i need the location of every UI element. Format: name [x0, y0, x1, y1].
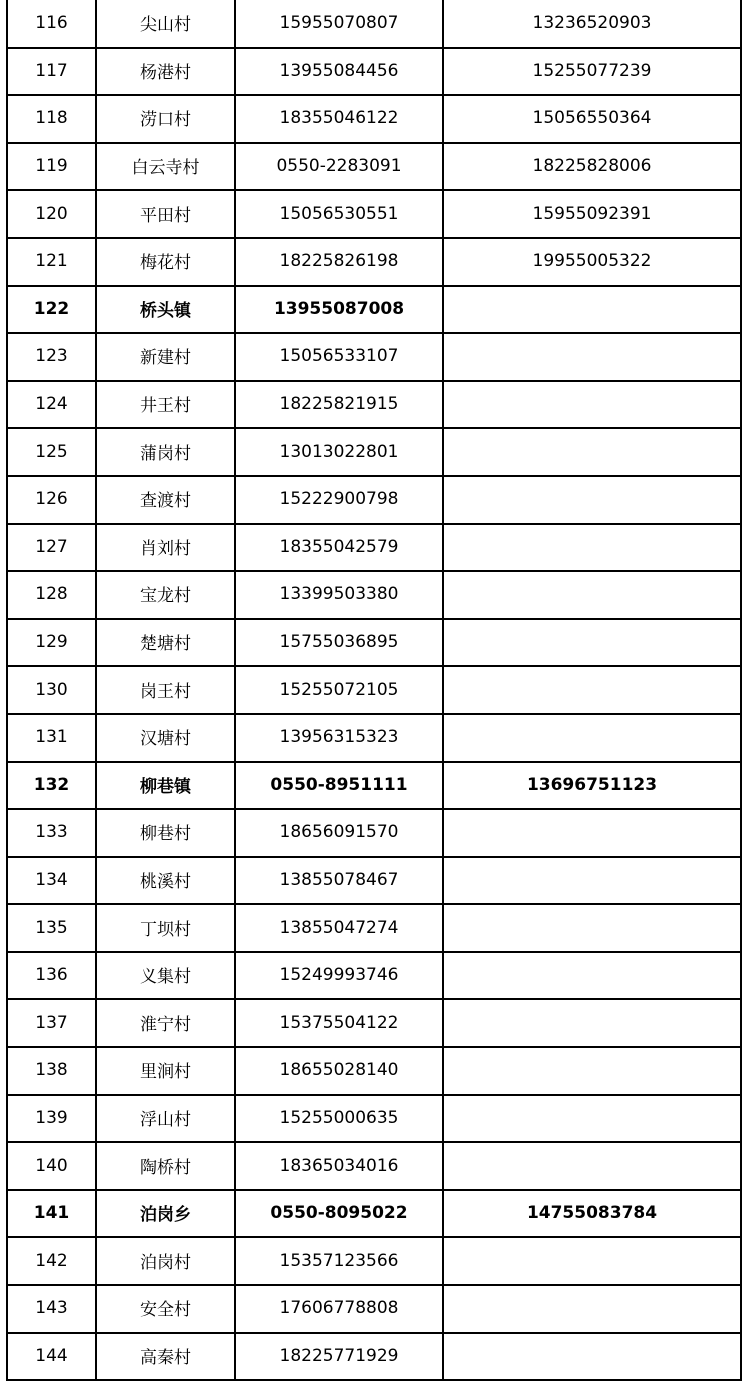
- phone-cell: 17606778808: [235, 1285, 443, 1333]
- table-row: [7, 762, 741, 810]
- phone-cell: 18656091570: [235, 809, 443, 857]
- alt-phone-cell: [443, 1237, 741, 1285]
- name-cell: 汉塘村: [96, 714, 235, 762]
- table-row: [7, 381, 741, 429]
- name-cell: 楚塘村: [96, 619, 235, 667]
- row-number-cell: 132: [7, 762, 96, 810]
- phone-cell: 13399503380: [235, 571, 443, 619]
- name-cell: 岗王村: [96, 666, 235, 714]
- phone-cell: 0550-8095022: [235, 1190, 443, 1238]
- alt-phone-cell: 18225828006: [443, 143, 741, 191]
- row-number-cell: 123: [7, 333, 96, 381]
- table-row: [7, 1190, 741, 1238]
- name-cell: 安全村: [96, 1285, 235, 1333]
- name-cell: 井王村: [96, 381, 235, 429]
- name-cell: 浮山村: [96, 1095, 235, 1143]
- alt-phone-cell: 15955092391: [443, 190, 741, 238]
- row-number-cell: 134: [7, 857, 96, 905]
- phone-cell: 15249993746: [235, 952, 443, 1000]
- table-row: [7, 857, 741, 905]
- phone-cell: 18655028140: [235, 1047, 443, 1095]
- alt-phone-cell: 13696751123: [443, 762, 741, 810]
- name-cell: 梅花村: [96, 238, 235, 286]
- table-row: [7, 286, 741, 334]
- row-number-cell: 125: [7, 428, 96, 476]
- table-row: [7, 1333, 741, 1381]
- name-cell: 陶桥村: [96, 1142, 235, 1190]
- phone-cell: 13855078467: [235, 857, 443, 905]
- row-number-cell: 122: [7, 286, 96, 334]
- row-number-cell: 120: [7, 190, 96, 238]
- table-row: [7, 619, 741, 667]
- table-row: [7, 904, 741, 952]
- alt-phone-cell: [443, 714, 741, 762]
- table-row: [7, 1237, 741, 1285]
- alt-phone-cell: [443, 428, 741, 476]
- name-cell: 查渡村: [96, 476, 235, 524]
- phone-cell: 15255072105: [235, 666, 443, 714]
- alt-phone-cell: [443, 333, 741, 381]
- alt-phone-cell: 13236520903: [443, 0, 741, 48]
- name-cell: 高秦村: [96, 1333, 235, 1381]
- table-row: [7, 714, 741, 762]
- name-cell: 泊岗村: [96, 1237, 235, 1285]
- name-cell: 平田村: [96, 190, 235, 238]
- table-row: [7, 428, 741, 476]
- name-cell: 柳巷镇: [96, 762, 235, 810]
- name-cell: 白云寺村: [96, 143, 235, 191]
- table-body: [7, 0, 741, 1380]
- phone-cell: 15056530551: [235, 190, 443, 238]
- table-row: [7, 952, 741, 1000]
- table-row: [7, 95, 741, 143]
- table-row: [7, 999, 741, 1047]
- name-cell: 淮宁村: [96, 999, 235, 1047]
- name-cell: 蒲岗村: [96, 428, 235, 476]
- alt-phone-cell: [443, 809, 741, 857]
- row-number-cell: 138: [7, 1047, 96, 1095]
- row-number-cell: 119: [7, 143, 96, 191]
- phone-cell: 15357123566: [235, 1237, 443, 1285]
- table-row: [7, 143, 741, 191]
- row-number-cell: 137: [7, 999, 96, 1047]
- table-row: [7, 238, 741, 286]
- alt-phone-cell: [443, 1095, 741, 1143]
- phone-cell: 18355046122: [235, 95, 443, 143]
- phone-cell: 15375504122: [235, 999, 443, 1047]
- phone-cell: 15755036895: [235, 619, 443, 667]
- phone-cell: 13955084456: [235, 48, 443, 96]
- phone-cell: 18225821915: [235, 381, 443, 429]
- alt-phone-cell: [443, 1142, 741, 1190]
- row-number-cell: 135: [7, 904, 96, 952]
- alt-phone-cell: [443, 1333, 741, 1381]
- row-number-cell: 117: [7, 48, 96, 96]
- phone-cell: 0550-2283091: [235, 143, 443, 191]
- name-cell: 宝龙村: [96, 571, 235, 619]
- phone-cell: 13855047274: [235, 904, 443, 952]
- table-row: [7, 190, 741, 238]
- alt-phone-cell: [443, 1047, 741, 1095]
- alt-phone-cell: [443, 1285, 741, 1333]
- row-number-cell: 121: [7, 238, 96, 286]
- row-number-cell: 127: [7, 524, 96, 572]
- name-cell: 桃溪村: [96, 857, 235, 905]
- phone-cell: 15056533107: [235, 333, 443, 381]
- phone-cell: 15255000635: [235, 1095, 443, 1143]
- phone-cell: 15222900798: [235, 476, 443, 524]
- table-row: [7, 571, 741, 619]
- alt-phone-cell: 15056550364: [443, 95, 741, 143]
- phone-cell: 18225771929: [235, 1333, 443, 1381]
- table-row: [7, 1047, 741, 1095]
- alt-phone-cell: 14755083784: [443, 1190, 741, 1238]
- name-cell: 涝口村: [96, 95, 235, 143]
- name-cell: 泊岗乡: [96, 1190, 235, 1238]
- phone-cell: 13013022801: [235, 428, 443, 476]
- table-row: [7, 524, 741, 572]
- table-row: [7, 666, 741, 714]
- phone-cell: 13955087008: [235, 286, 443, 334]
- name-cell: 肖刘村: [96, 524, 235, 572]
- table-row: [7, 476, 741, 524]
- name-cell: 柳巷村: [96, 809, 235, 857]
- name-cell: 杨港村: [96, 48, 235, 96]
- phone-cell: 13956315323: [235, 714, 443, 762]
- name-cell: 新建村: [96, 333, 235, 381]
- table-row: [7, 0, 741, 48]
- alt-phone-cell: 19955005322: [443, 238, 741, 286]
- name-cell: 尖山村: [96, 0, 235, 48]
- table-row: [7, 333, 741, 381]
- row-number-cell: 136: [7, 952, 96, 1000]
- table-row: [7, 809, 741, 857]
- alt-phone-cell: [443, 857, 741, 905]
- table-row: [7, 1142, 741, 1190]
- phone-cell: 18355042579: [235, 524, 443, 572]
- row-number-cell: 142: [7, 1237, 96, 1285]
- alt-phone-cell: [443, 952, 741, 1000]
- name-cell: 里涧村: [96, 1047, 235, 1095]
- row-number-cell: 133: [7, 809, 96, 857]
- table-row: [7, 48, 741, 96]
- row-number-cell: 131: [7, 714, 96, 762]
- table-row: [7, 1095, 741, 1143]
- contact-table: [6, 0, 742, 1381]
- alt-phone-cell: [443, 619, 741, 667]
- name-cell: 丁坝村: [96, 904, 235, 952]
- row-number-cell: 141: [7, 1190, 96, 1238]
- row-number-cell: 124: [7, 381, 96, 429]
- row-number-cell: 140: [7, 1142, 96, 1190]
- alt-phone-cell: [443, 904, 741, 952]
- phone-cell: 0550-8951111: [235, 762, 443, 810]
- row-number-cell: 128: [7, 571, 96, 619]
- row-number-cell: 129: [7, 619, 96, 667]
- alt-phone-cell: [443, 999, 741, 1047]
- phone-cell: 18365034016: [235, 1142, 443, 1190]
- alt-phone-cell: 15255077239: [443, 48, 741, 96]
- row-number-cell: 143: [7, 1285, 96, 1333]
- alt-phone-cell: [443, 381, 741, 429]
- row-number-cell: 118: [7, 95, 96, 143]
- name-cell: 义集村: [96, 952, 235, 1000]
- alt-phone-cell: [443, 286, 741, 334]
- row-number-cell: 130: [7, 666, 96, 714]
- alt-phone-cell: [443, 666, 741, 714]
- row-number-cell: 139: [7, 1095, 96, 1143]
- name-cell: 桥头镇: [96, 286, 235, 334]
- alt-phone-cell: [443, 571, 741, 619]
- row-number-cell: 144: [7, 1333, 96, 1381]
- phone-cell: 15955070807: [235, 0, 443, 48]
- row-number-cell: 116: [7, 0, 96, 48]
- phone-cell: 18225826198: [235, 238, 443, 286]
- row-number-cell: 126: [7, 476, 96, 524]
- table-row: [7, 1285, 741, 1333]
- alt-phone-cell: [443, 524, 741, 572]
- alt-phone-cell: [443, 476, 741, 524]
